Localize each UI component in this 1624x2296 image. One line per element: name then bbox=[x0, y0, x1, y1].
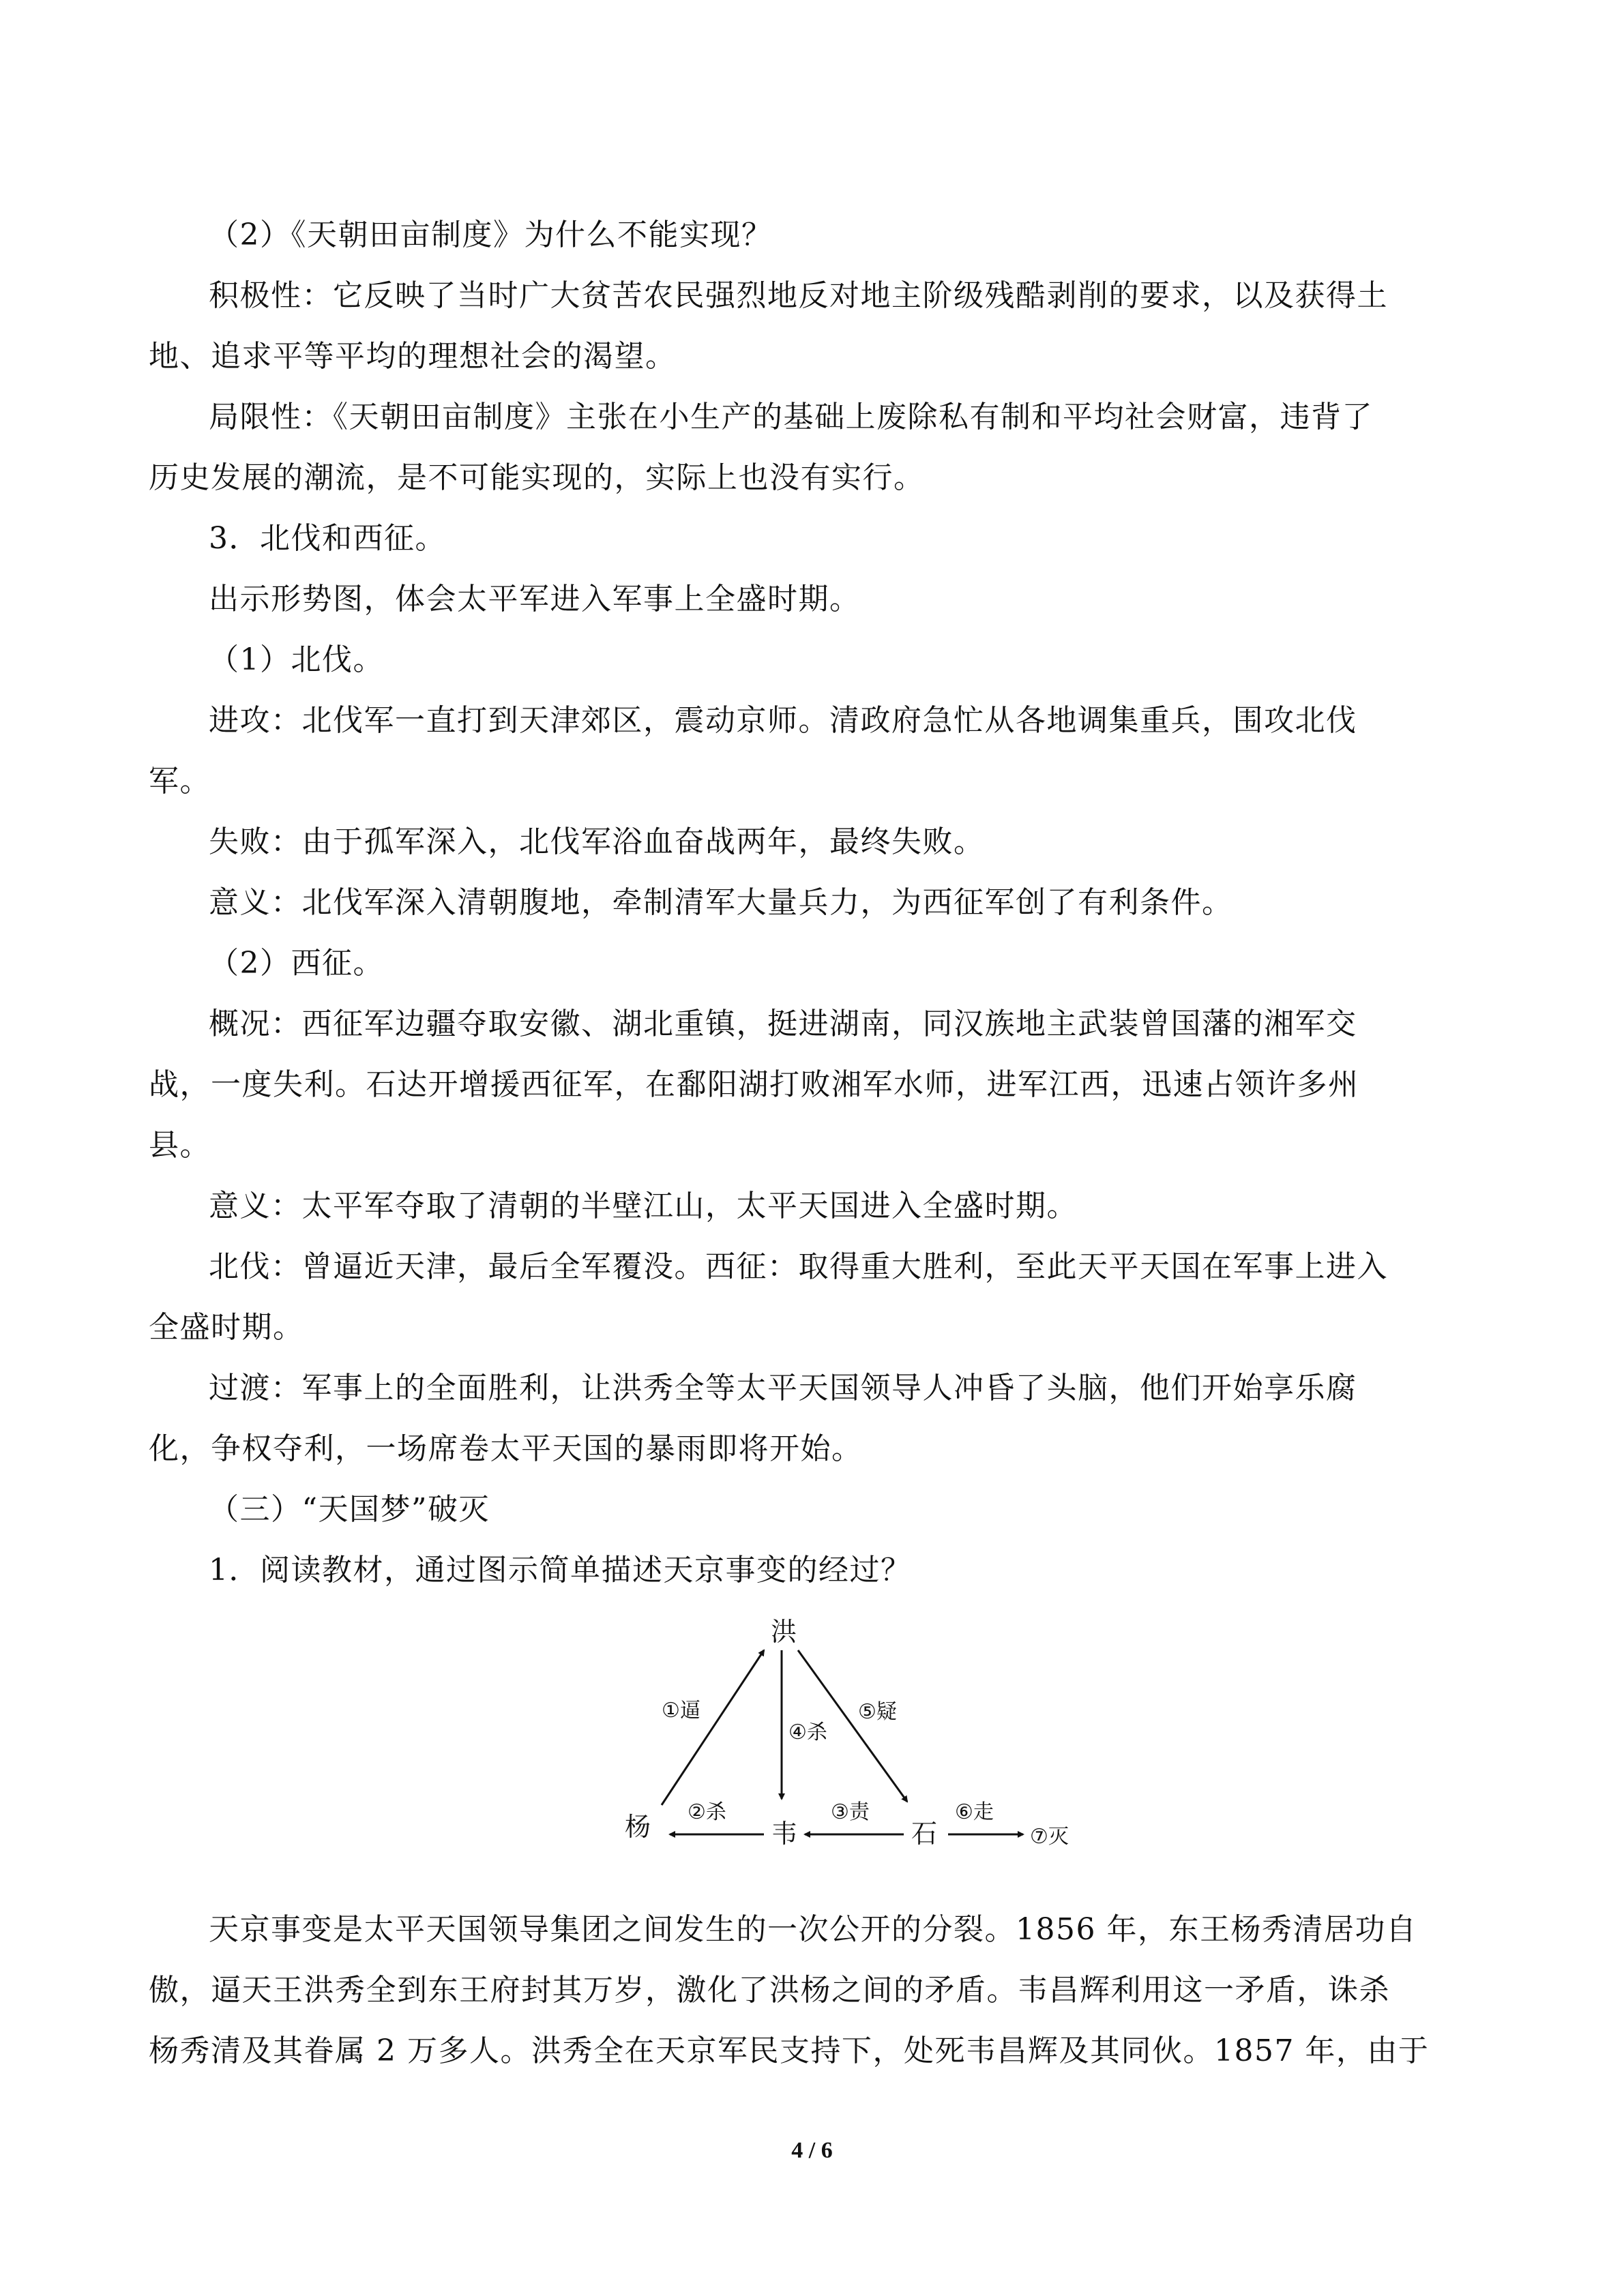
label-zou: ⑥走 bbox=[955, 1800, 994, 1824]
section-heading: （三）“天国梦”破灭 bbox=[209, 1492, 490, 1527]
tianjing-incident-diagram bbox=[600, 1616, 1091, 1903]
paragraph-line: 化，争权夺利，一场席卷太平天国的暴雨即将开始。 bbox=[149, 1431, 863, 1466]
paragraph-line: 局限性：《天朝田亩制度》主张在小生产的基础上废除私有制和平均社会财富，违背了 bbox=[209, 400, 1373, 434]
label-yi: ⑤疑 bbox=[858, 1700, 897, 1724]
subsection-heading: （1）北伐。 bbox=[209, 642, 384, 677]
paragraph-line: 历史发展的潮流，是不可能实现的，实际上也没有实行。 bbox=[149, 460, 925, 495]
paragraph-line: 意义：太平军夺取了清朝的半壁江山，太平天国进入全盛时期。 bbox=[209, 1189, 1078, 1223]
label-sha-4: ④杀 bbox=[788, 1720, 827, 1744]
label-bi: ①逼 bbox=[662, 1699, 700, 1723]
paragraph-line: 军。 bbox=[149, 764, 211, 799]
page-number: 4 / 6 bbox=[791, 2138, 833, 2163]
body-text-bottom bbox=[149, 1899, 1475, 2081]
label-mie: ⑦灭 bbox=[1030, 1825, 1069, 1849]
section-heading: 3．北伐和西征。 bbox=[209, 521, 446, 556]
paragraph-line: 进攻：北伐军一直打到天津郊区，震动京师。清政府急忙从各地调集重兵，围攻北伐 bbox=[209, 703, 1357, 738]
paragraph-line: 县。 bbox=[149, 1128, 211, 1163]
paragraph-line: 傲，逼天王洪秀全到东王府封其万岁，激化了洪杨之间的矛盾。韦昌辉利用这一矛盾，诛杀 bbox=[149, 1973, 1390, 2008]
paragraph-line: 地、追求平等平均的理想社会的渴望。 bbox=[149, 339, 677, 374]
subsection-heading: （2）西征。 bbox=[209, 946, 384, 981]
node-shi: 石 bbox=[911, 1819, 938, 1849]
node-wei: 韦 bbox=[771, 1819, 798, 1849]
paragraph-line: 失败：由于孤军深入，北伐军浴血奋战两年，最终失败。 bbox=[209, 824, 985, 859]
node-yang: 杨 bbox=[625, 1812, 651, 1842]
arrow-yang-to-hong bbox=[662, 1650, 764, 1805]
paragraph-line: 战，一度失利。石达开增援西征军，在鄱阳湖打败湘军水师，进军江西，迅速占领许多州 bbox=[149, 1067, 1359, 1102]
label-ze: ③责 bbox=[831, 1800, 870, 1824]
paragraph-line: 积极性：它反映了当时广大贫苦农民强烈地反对地主阶级残酷剥削的要求，以及获得土 bbox=[209, 278, 1388, 313]
paragraph-line: 意义：北伐军深入清朝腹地，牵制清军大量兵力，为西征军创了有利条件。 bbox=[209, 885, 1233, 920]
paragraph-line: 全盛时期。 bbox=[149, 1310, 304, 1345]
paragraph-line: 过渡：军事上的全面胜利，让洪秀全等太平天国领导人冲昏了头脑，他们开始享乐腐 bbox=[209, 1371, 1357, 1405]
node-hong: 洪 bbox=[771, 1617, 797, 1647]
paragraph-line: 天京事变是太平天国领导集团之间发生的一次公开的分裂。1856 年，东王杨秀清居功自 bbox=[209, 1912, 1417, 1947]
question-heading: 1．阅读教材，通过图示简单描述天京事变的经过？ bbox=[209, 1553, 912, 1587]
paragraph-line: 北伐：曾逼近天津，最后全军覆没。西征：取得重大胜利，至此天平天国在军事上进入 bbox=[209, 1249, 1388, 1284]
paragraph-line: 概况：西征军边疆夺取安徽、湖北重镇，挺进湖南，同汉族地主武装曾国藩的湘军交 bbox=[209, 1007, 1357, 1041]
question-heading: （2）《天朝田亩制度》为什么不能实现？ bbox=[209, 218, 773, 252]
paragraph-line: 出示形势图，体会太平军进入军事上全盛时期。 bbox=[209, 582, 861, 616]
label-sha-2: ②杀 bbox=[688, 1800, 726, 1824]
paragraph-line: 杨秀清及其眷属 2 万多人。洪秀全在天京军民支持下，处死韦昌辉及其同伙。1857 年，由于 bbox=[149, 2033, 1430, 2068]
body-text-top bbox=[149, 205, 1475, 1600]
